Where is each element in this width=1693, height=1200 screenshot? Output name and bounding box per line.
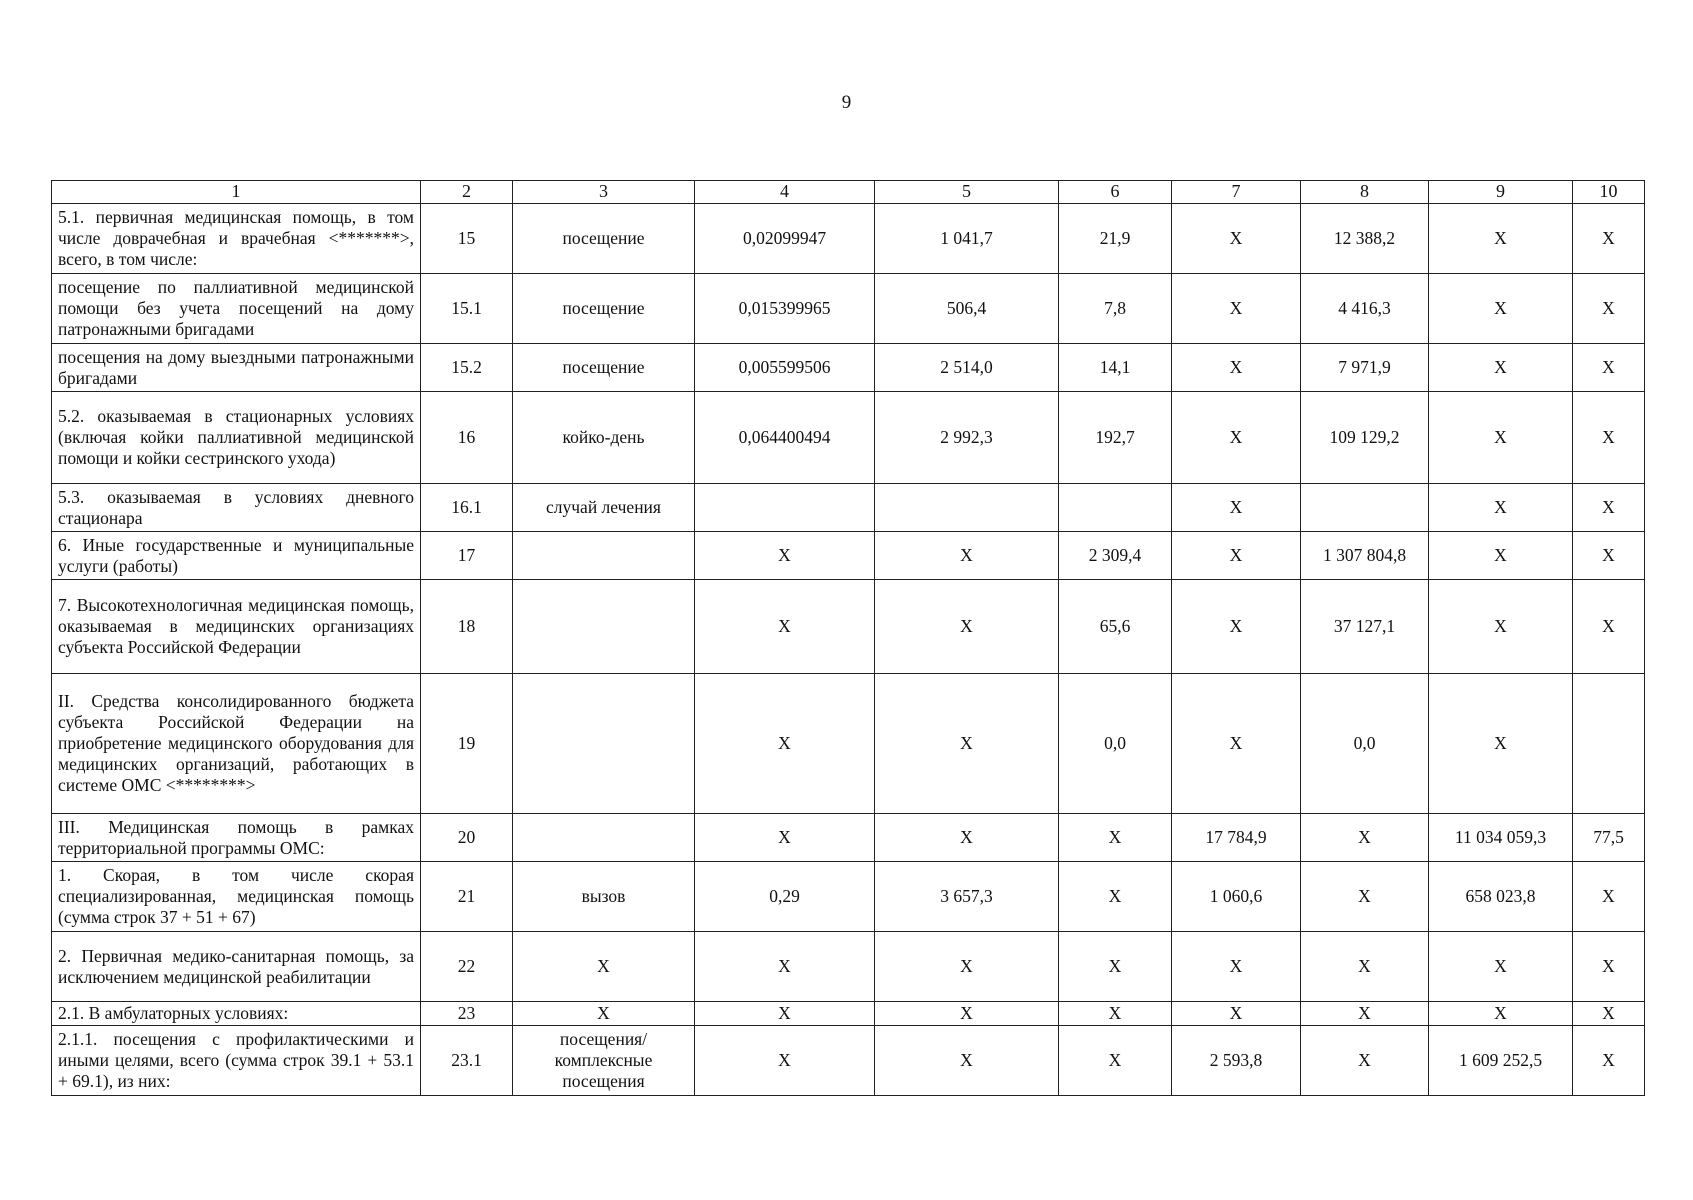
table-cell: X (1429, 274, 1573, 344)
table-cell: X (1573, 392, 1645, 484)
header-cell: 9 (1429, 181, 1573, 204)
table-cell (513, 674, 695, 814)
table-cell (695, 484, 875, 532)
table-cell: X (1429, 1002, 1573, 1026)
table-cell: 0,29 (695, 862, 875, 932)
table-row (52, 932, 1645, 1002)
table-cell: X (1059, 1002, 1172, 1026)
table-cell: 0,02099947 (695, 204, 875, 274)
table-row (52, 204, 1645, 274)
table-cell: 65,6 (1059, 580, 1172, 674)
table-cell: 0,0 (1059, 674, 1172, 814)
header-cell: 4 (695, 181, 875, 204)
table-row (52, 814, 1645, 862)
table-cell: посещения/комплексные посещения (513, 1026, 695, 1096)
table-row (52, 532, 1645, 580)
table-cell: 7 971,9 (1301, 344, 1429, 392)
table-body (52, 204, 1645, 1096)
table-cell: X (1172, 1002, 1301, 1026)
table-cell: X (1573, 484, 1645, 532)
header-cell: 6 (1059, 181, 1172, 204)
table-cell: X (1573, 1002, 1645, 1026)
table-cell: 20 (421, 814, 513, 862)
table-row (52, 484, 1645, 532)
table-cell: 21,9 (1059, 204, 1172, 274)
table-cell: 16.1 (421, 484, 513, 532)
table-cell (1059, 484, 1172, 532)
table-row (52, 580, 1645, 674)
table-cell: X (1573, 862, 1645, 932)
table-cell: 19 (421, 674, 513, 814)
table-cell (875, 484, 1059, 532)
table-cell: X (695, 532, 875, 580)
table-cell: 1 609 252,5 (1429, 1026, 1573, 1096)
row-label: II. Средства консолидированного бюджета субъекта Российской Федерации на приобретение медицинского оборудования для медицинских организаций, работающих в системе ОМС <********> (52, 674, 421, 814)
table-cell: X (1172, 674, 1301, 814)
table-cell: X (1301, 932, 1429, 1002)
table-cell: X (1429, 532, 1573, 580)
table-cell: 12 388,2 (1301, 204, 1429, 274)
table-row (52, 392, 1645, 484)
table-cell: X (513, 932, 695, 1002)
table-cell: X (1301, 862, 1429, 932)
table-cell: X (1429, 392, 1573, 484)
table-cell: X (695, 674, 875, 814)
table-cell: 2 514,0 (875, 344, 1059, 392)
table-cell: X (1172, 274, 1301, 344)
table-cell: X (695, 932, 875, 1002)
table-cell: X (513, 1002, 695, 1026)
table-cell: X (1429, 484, 1573, 532)
table-cell: X (1573, 532, 1645, 580)
table-cell: посещение (513, 274, 695, 344)
row-label: III. Медицинская помощь в рамках территориальной программы ОМС: (52, 814, 421, 862)
table-cell: X (1573, 932, 1645, 1002)
table-cell: X (1172, 932, 1301, 1002)
table-cell: 1 307 804,8 (1301, 532, 1429, 580)
table-cell: X (875, 814, 1059, 862)
table-row (52, 862, 1645, 932)
table-cell (1573, 674, 1645, 814)
table-cell: посещение (513, 204, 695, 274)
row-label: 7. Высокотехнологичная медицинская помощь, оказываемая в медицинских организациях субъекта Российской Федерации (52, 580, 421, 674)
table-cell: 1 041,7 (875, 204, 1059, 274)
row-label: посещения на дому выездными патронажными бригадами (52, 344, 421, 392)
table-cell: X (1429, 674, 1573, 814)
table-cell: посещение (513, 344, 695, 392)
table-cell: 2 309,4 (1059, 532, 1172, 580)
table-cell: вызов (513, 862, 695, 932)
table-cell: X (1172, 532, 1301, 580)
table-cell: X (1573, 274, 1645, 344)
table-cell: X (1429, 344, 1573, 392)
table-cell (1301, 484, 1429, 532)
table-row (52, 1026, 1645, 1096)
table-cell: X (695, 1026, 875, 1096)
table-row (52, 674, 1645, 814)
header-cell: 1 (52, 181, 421, 204)
row-label: 2.1. В амбулаторных условиях: (52, 1002, 421, 1026)
table-cell: X (1059, 932, 1172, 1002)
table-cell: 14,1 (1059, 344, 1172, 392)
table-cell: 37 127,1 (1301, 580, 1429, 674)
table-cell: 23.1 (421, 1026, 513, 1096)
table-cell: X (695, 580, 875, 674)
table-cell: 1 060,6 (1172, 862, 1301, 932)
table-cell: 15.1 (421, 274, 513, 344)
row-label: 5.3. оказываемая в условиях дневного стационара (52, 484, 421, 532)
table-cell: 4 416,3 (1301, 274, 1429, 344)
table-cell (513, 580, 695, 674)
table-cell: X (1573, 344, 1645, 392)
table-cell: X (1301, 1026, 1429, 1096)
table-cell: X (875, 932, 1059, 1002)
table-cell: X (1172, 392, 1301, 484)
table-cell: X (1059, 862, 1172, 932)
table-row (52, 344, 1645, 392)
row-label: 5.1. первичная медицинская помощь, в том числе доврачебная и врачебная <*******>, всего, в том числе: (52, 204, 421, 274)
table-row (52, 274, 1645, 344)
table-cell: 21 (421, 862, 513, 932)
table-cell: 2 593,8 (1172, 1026, 1301, 1096)
page-number: 9 (841, 92, 852, 113)
table-cell: 7,8 (1059, 274, 1172, 344)
table-cell: 658 023,8 (1429, 862, 1573, 932)
table-cell: X (1429, 580, 1573, 674)
table-cell: 17 (421, 532, 513, 580)
table-cell: 16 (421, 392, 513, 484)
table-cell: X (1301, 1002, 1429, 1026)
table-cell: X (1573, 1026, 1645, 1096)
table-cell: 0,005599506 (695, 344, 875, 392)
table-cell: X (1301, 814, 1429, 862)
table-cell: 15 (421, 204, 513, 274)
table-cell: 0,0 (1301, 674, 1429, 814)
table-cell: случай лечения (513, 484, 695, 532)
table-cell: X (1059, 1026, 1172, 1096)
header-cell: 8 (1301, 181, 1429, 204)
table-cell: X (1172, 204, 1301, 274)
row-label: 5.2. оказываемая в стационарных условиях (включая койки паллиативной медицинской помощи и койки сестринского ухода) (52, 392, 421, 484)
row-label: посещение по паллиативной медицинской помощи без учета посещений на дому патронажными бригадами (52, 274, 421, 344)
table-cell: X (875, 532, 1059, 580)
table-cell: X (1573, 204, 1645, 274)
table-cell: 192,7 (1059, 392, 1172, 484)
table-cell: 109 129,2 (1301, 392, 1429, 484)
table-cell: 0,064400494 (695, 392, 875, 484)
table-cell: X (1429, 932, 1573, 1002)
table-cell: 22 (421, 932, 513, 1002)
table-cell: X (695, 1002, 875, 1026)
table-cell: X (875, 1026, 1059, 1096)
header-cell: 2 (421, 181, 513, 204)
data-table (51, 180, 1645, 1096)
table-cell: X (1172, 344, 1301, 392)
table-cell: 18 (421, 580, 513, 674)
table-row (52, 1002, 1645, 1026)
table-cell: 17 784,9 (1172, 814, 1301, 862)
table-cell: X (1573, 580, 1645, 674)
table-cell: 0,015399965 (695, 274, 875, 344)
table-cell: X (875, 1002, 1059, 1026)
row-label: 2.1.1. посещения с профилактическими и иными целями, всего (сумма строк 39.1 + 53.1 + 69.1), из них: (52, 1026, 421, 1096)
header-cell: 10 (1573, 181, 1645, 204)
table-cell: X (1172, 484, 1301, 532)
table-cell: 3 657,3 (875, 862, 1059, 932)
table-cell: койко-день (513, 392, 695, 484)
row-label: 2. Первичная медико-санитарная помощь, за исключением медицинской реабилитации (52, 932, 421, 1002)
header-row (52, 181, 1645, 204)
table-cell: X (1429, 204, 1573, 274)
table-cell: 77,5 (1573, 814, 1645, 862)
table-cell: X (875, 580, 1059, 674)
table-cell: 2 992,3 (875, 392, 1059, 484)
table-cell: X (695, 814, 875, 862)
row-label: 6. Иные государственные и муниципальные услуги (работы) (52, 532, 421, 580)
table-cell: 15.2 (421, 344, 513, 392)
header-cell: 3 (513, 181, 695, 204)
header-cell: 5 (875, 181, 1059, 204)
table-cell: 506,4 (875, 274, 1059, 344)
table-cell: 23 (421, 1002, 513, 1026)
table-cell (513, 532, 695, 580)
table-cell: 11 034 059,3 (1429, 814, 1573, 862)
row-label: 1. Скорая, в том числе скорая специализированная, медицинская помощь (сумма строк 37 + 51 + 67) (52, 862, 421, 932)
header-cell: 7 (1172, 181, 1301, 204)
table-cell (513, 814, 695, 862)
table-cell: X (1059, 814, 1172, 862)
table-cell: X (1172, 580, 1301, 674)
table-cell: X (875, 674, 1059, 814)
